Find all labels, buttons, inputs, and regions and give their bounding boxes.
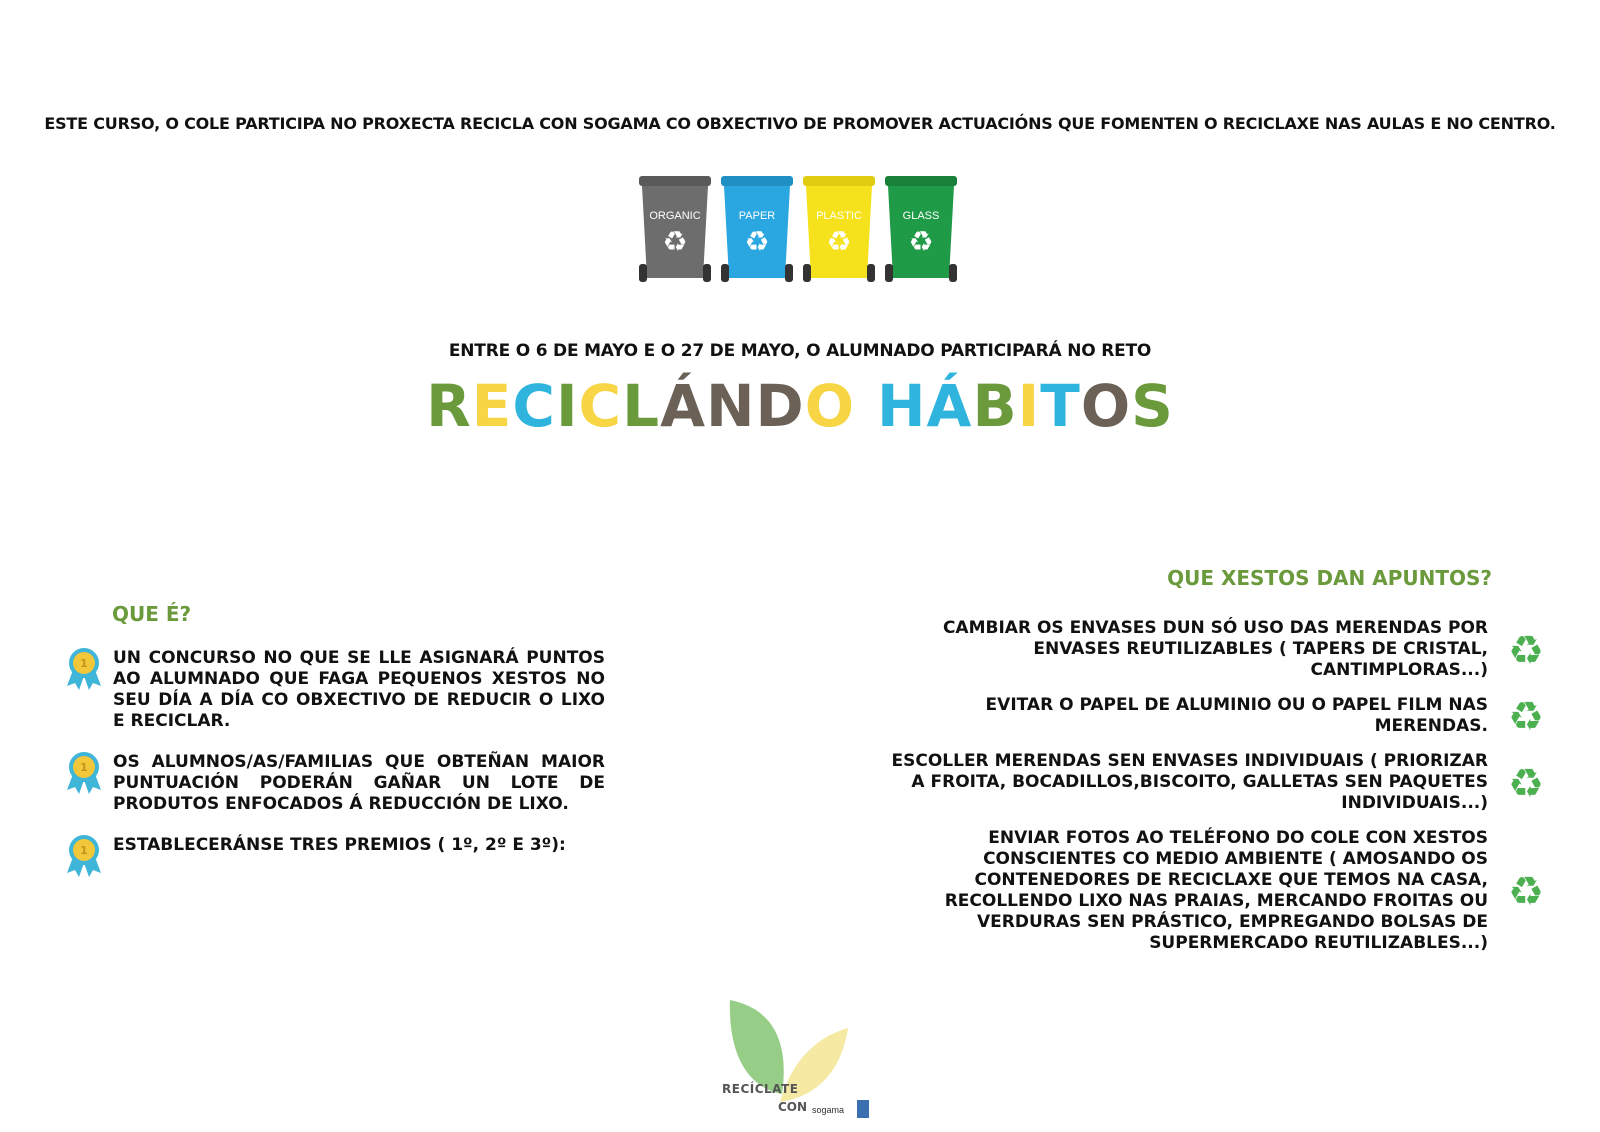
what-is-list bbox=[65, 648, 605, 876]
title-letter: N bbox=[705, 372, 756, 440]
title-letter: I bbox=[1017, 372, 1041, 440]
bin-label-plastic: PLASTIC bbox=[816, 210, 862, 222]
svg-text:1: 1 bbox=[80, 761, 88, 774]
points-heading: QUE XESTOS DAN APUNTOS? bbox=[1167, 566, 1492, 590]
list-item-text: ESTABLECERÁNSE TRES PREMIOS ( 1º, 2º E 3º): bbox=[113, 835, 566, 855]
logo-text-line1: RECÍCLATE bbox=[722, 1082, 799, 1096]
recycle-icon: ♻ bbox=[744, 225, 770, 258]
bin-glass bbox=[883, 176, 959, 290]
title-letter: O bbox=[1080, 372, 1132, 440]
list-item bbox=[65, 648, 605, 732]
list-item bbox=[880, 828, 1548, 954]
title-letter: H bbox=[877, 372, 927, 440]
list-item-text: CAMBIAR OS ENVASES DUN SÓ USO DAS MERENDAS POR ENVASES REUTILIZABLES ( TAPERS DE CRISTAL, CANTIMPLORAS...) bbox=[942, 618, 1488, 680]
challenge-dates-text: ENTRE O 6 DE MAYO E O 27 DE MAYO, O ALUMNADO PARTICIPARÁ NO RETO bbox=[448, 341, 1152, 361]
bin-organic bbox=[637, 176, 713, 290]
svg-text:1: 1 bbox=[80, 844, 88, 857]
svg-text:♻: ♻ bbox=[1508, 869, 1544, 913]
challenge-title bbox=[0, 374, 1600, 438]
recycle-icon bbox=[1504, 869, 1548, 913]
svg-text:1: 1 bbox=[80, 657, 88, 670]
list-item bbox=[880, 695, 1548, 737]
title-letter: S bbox=[1131, 372, 1174, 440]
title-letter: O bbox=[804, 372, 855, 440]
points-list bbox=[880, 618, 1548, 968]
list-item-text: ENVIAR FOTOS AO TELÉFONO DO COLE CON XESTOS CONSCIENTES CO MEDIO AMBIENTE ( AMOSANDO OS CONTENEDORES DE RECICLAXE QUE TEMOS NA CASA, RECOLLENDO LIXO NAS PRAIAS, MERCANDO FROITAS OU VERDURAS SEN PRÁSTICO, EMPREGANDO BOLSAS DE SUPERMERCADO REUTILIZABLES...) bbox=[944, 828, 1488, 953]
title-letter: T bbox=[1040, 372, 1081, 440]
what-is-heading: QUE É? bbox=[112, 602, 192, 626]
svg-text:♻: ♻ bbox=[1508, 760, 1544, 805]
title-letter: R bbox=[426, 372, 472, 440]
recycling-bins-illustration bbox=[637, 176, 967, 294]
list-item bbox=[65, 835, 605, 856]
svg-text:♻: ♻ bbox=[1508, 627, 1544, 672]
title-letter: I bbox=[555, 372, 579, 440]
logo-text-line2: CON bbox=[778, 1100, 808, 1114]
bin-label-paper: PAPER bbox=[738, 210, 776, 222]
reciclate-con-sogama-logo bbox=[720, 998, 890, 1128]
title-letter: Á bbox=[660, 372, 706, 440]
recycle-icon: ♻ bbox=[826, 225, 852, 258]
list-item bbox=[880, 618, 1548, 681]
title-letter: C bbox=[578, 372, 623, 440]
recycle-icon bbox=[1504, 628, 1548, 672]
list-item-text: UN CONCURSO NO QUE SE LLE ASIGNARÁ PUNTOS AO ALUMNADO QUE FAGA PEQUENOS XESTOS NO SEU DÍA A DÍA CO OBXECTIVO DE REDUCIR O LIXO E RECICLAR. bbox=[113, 648, 605, 731]
list-item bbox=[65, 752, 605, 815]
recycle-icon bbox=[1504, 694, 1548, 738]
list-item bbox=[880, 751, 1548, 814]
logo-brand: sogama bbox=[812, 1105, 845, 1115]
title-letter: B bbox=[972, 372, 1018, 440]
flag-icon bbox=[857, 1100, 869, 1118]
recycle-icon bbox=[1504, 761, 1548, 805]
recycle-icon: ♻ bbox=[662, 225, 688, 258]
title-letter: D bbox=[755, 372, 805, 440]
list-item-text: ESCOLLER MERENDAS SEN ENVASES INDIVIDUAIS ( PRIORIZAR A FROITA, BOCADILLOS,BISCOITO, GALLETAS SEN PAQUETES INDIVIDUAIS...) bbox=[891, 751, 1488, 813]
svg-text:♻: ♻ bbox=[1508, 694, 1544, 738]
recycle-icon: ♻ bbox=[908, 225, 934, 258]
title-letter: C bbox=[512, 372, 556, 440]
bin-paper bbox=[719, 176, 795, 290]
list-item-text: EVITAR O PAPEL DE ALUMINIO OU O PAPEL FILM NAS MERENDAS. bbox=[985, 695, 1488, 736]
list-item-text: OS ALUMNOS/AS/FAMILIAS QUE OBTEÑAN MAIOR PUNTUACIÓN PODERÁN GAÑAR UN LOTE DE PRODUTOS ENFOCADOS Á REDUCCIÓN DE LIXO. bbox=[113, 752, 605, 814]
bin-label-organic: ORGANIC bbox=[649, 210, 701, 222]
title-letter: Á bbox=[926, 372, 973, 440]
medal-icon bbox=[65, 646, 103, 690]
intro-text: ESTE CURSO, O COLE PARTICIPA NO PROXECTA RECICLA CON SOGAMA CO OBXECTIVO DE PROMOVER ACTUACIÓNS QUE FOMENTEN O RECICLAXE NAS AULAS E NO CENTRO. bbox=[44, 114, 1556, 133]
title-letter: E bbox=[471, 372, 513, 440]
medal-icon bbox=[65, 750, 103, 794]
medal-icon bbox=[65, 833, 103, 877]
bin-label-glass: GLASS bbox=[902, 210, 940, 222]
title-letter: L bbox=[622, 372, 661, 440]
bin-plastic bbox=[801, 176, 877, 290]
